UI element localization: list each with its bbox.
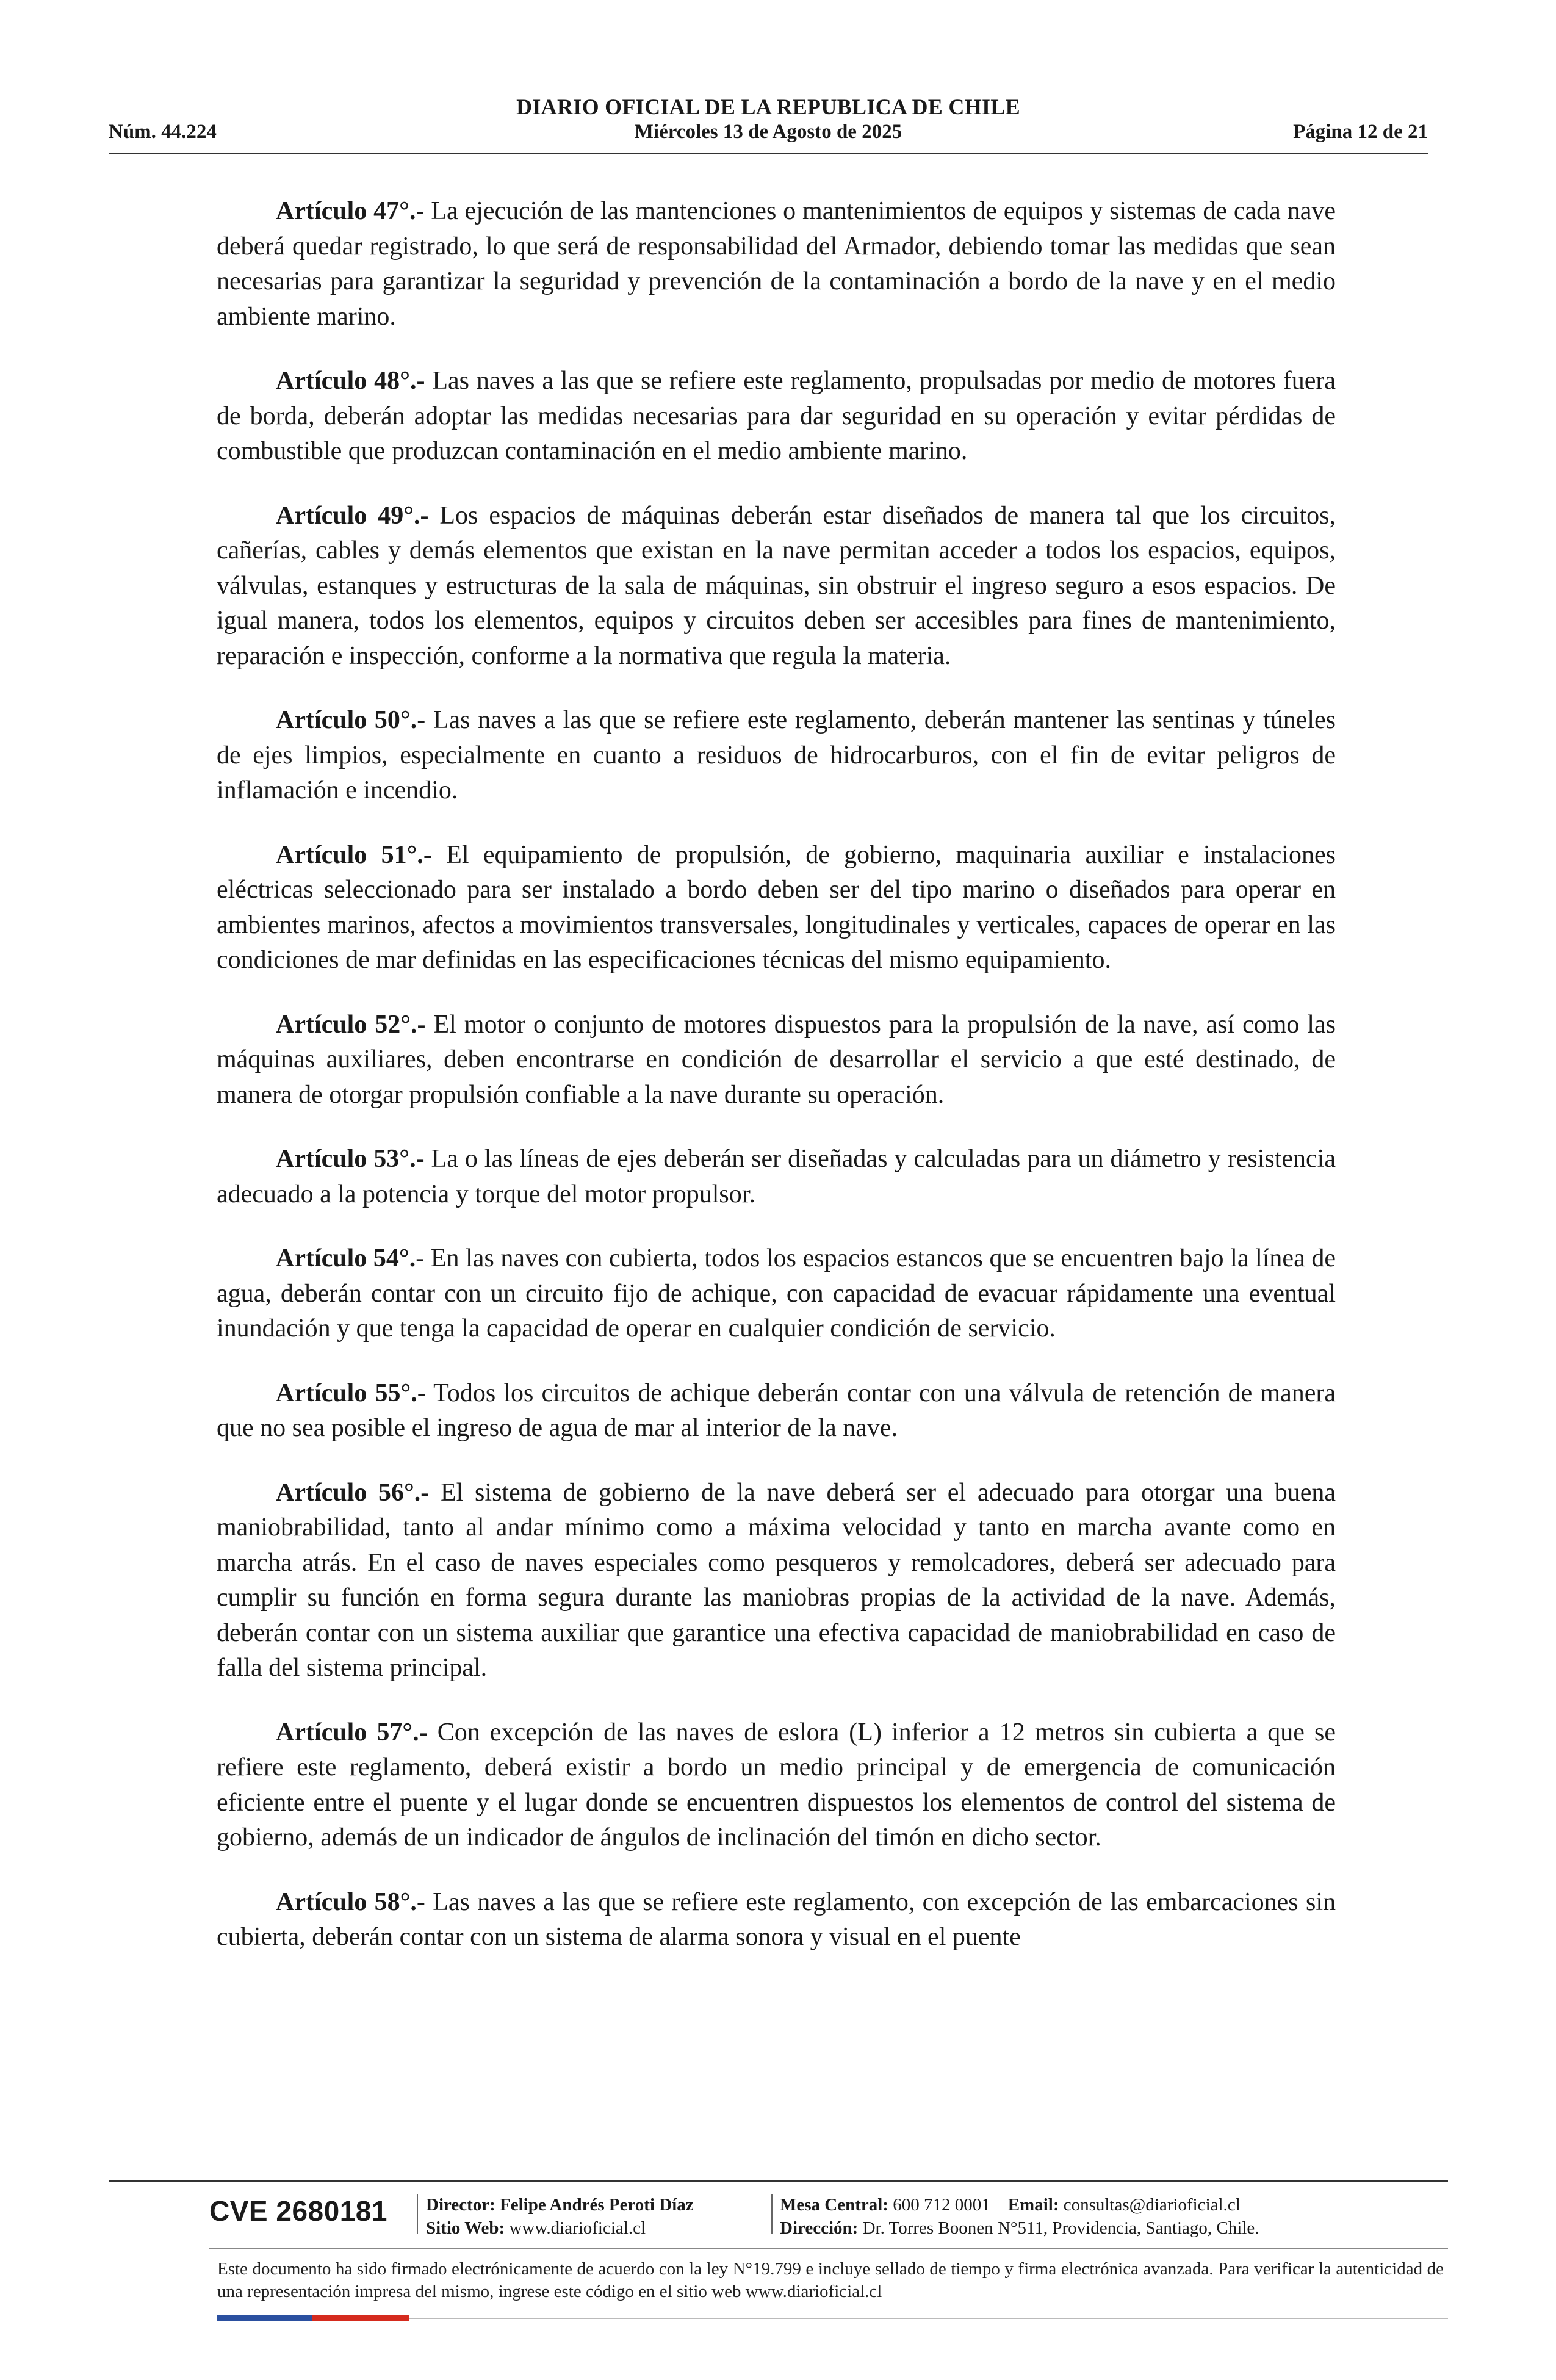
header-meta-row: [109, 121, 1428, 149]
article-49: [217, 499, 1336, 674]
article-text: Las naves a las que se refiere este reglamento, deberán mantener las sentinas y túneles de ejes limpios, especialmente en cuanto a residuos de hidrocarburos, con el fin de evitar peligros de inflamación e incendio.: [217, 706, 1336, 804]
article-label: Artículo 47°.-: [276, 197, 425, 225]
footer-divider: [771, 2194, 773, 2234]
article-label: Artículo 57°.-: [276, 1718, 428, 1747]
footer-director-block: [426, 2193, 694, 2240]
article-label: Artículo 56°.-: [276, 1478, 430, 1507]
document-body: [217, 194, 1336, 1985]
page-number: Página 12 de 21: [1293, 121, 1428, 143]
header-rule: [109, 153, 1428, 154]
article-58: [217, 1885, 1336, 1955]
signature-notice: Este documento ha sido firmado electrónicamente de acuerdo con la ley N°19.799 e incluye sellado de tiempo y firma electrónica avanzada. Para verificar la autenticidad de una representación impresa del mismo, ingrese este código en el sitio web www.diarioficial.cl: [217, 2259, 1444, 2301]
article-label: Artículo 50°.-: [276, 706, 426, 734]
article-text: La ejecución de las mantenciones o mantenimientos de equipos y sistemas de cada nave deberá quedar registrado, lo que será de responsabilidad del Armador, debiendo tomar las medidas que sean necesarias para garantizar la seguridad y prevención de la contaminación a bordo de la nave y en el medio ambiente marino.: [217, 197, 1336, 331]
page-footer: [109, 2180, 1448, 2363]
article-text: La o las líneas de ejes deberán ser diseñadas y calculadas para un diámetro y resistencia adecuado a la potencia y torque del motor propulsor.: [217, 1145, 1336, 1208]
article-53: [217, 1142, 1336, 1212]
article-text: El sistema de gobierno de la nave deberá ser el adecuado para otorgar una buena maniobrabilidad, tanto al andar mínimo como a máxima velocidad y tanto en marcha avante como en marcha atrás. En el caso de naves especiales como pesqueros y remolcadores, deberá ser adecuado para cumplir su función en forma segura durante las maniobras propias de la actividad de la nave. Además, deberán contar con un sistema auxiliar que garantice una efectiva capacidad de maniobrabilidad en caso de falla del sistema principal.: [217, 1478, 1336, 1682]
article-text: Todos los circuitos de achique deberán contar con una válvula de retención de manera que no sea posible el ingreso de agua de mar al interior de la nave.: [217, 1379, 1336, 1442]
email-label: Email:: [1007, 2195, 1059, 2215]
article-label: Artículo 49°.-: [276, 501, 429, 530]
article-54: [217, 1241, 1336, 1347]
article-label: Artículo 55°.-: [276, 1379, 426, 1407]
article-label: Artículo 52°.-: [276, 1010, 426, 1039]
article-50: [217, 703, 1336, 809]
cve-code: CVE 2680181: [209, 2195, 387, 2227]
article-text: Las naves a las que se refiere este reglamento, con excepción de las embarcaciones sin cubierta, deberán contar con un sistema de alarma sonora y visual en el puente: [217, 1888, 1336, 1951]
address-value: Dr. Torres Boonen N°511, Providencia, Santiago, Chile.: [862, 2218, 1259, 2238]
article-label: Artículo 53°.-: [276, 1145, 425, 1173]
mesa-label: Mesa Central:: [780, 2195, 888, 2215]
article-55: [217, 1376, 1336, 1446]
article-47: [217, 194, 1336, 334]
mesa-phone: 600 712 0001: [893, 2195, 990, 2215]
page-header: [109, 94, 1428, 155]
article-text: Las naves a las que se refiere este reglamento, propulsadas por medio de motores fuera de borda, deberán adoptar las medidas necesarias para dar seguridad en su operación y evitar pérdidas de combustible que produzcan contaminación en el medio ambiente marino.: [217, 367, 1336, 465]
article-label: Artículo 48°.-: [276, 367, 425, 395]
article-label: Artículo 58°.-: [276, 1888, 425, 1916]
flag-blue-segment: [217, 2315, 312, 2321]
article-56: [217, 1476, 1336, 1686]
footer-divider: [417, 2194, 418, 2234]
issue-number: Núm. 44.224: [109, 121, 217, 143]
article-text: Con excepción de las naves de eslora (L) inferior a 12 metros sin cubierta a que se refiere este reglamento, deberá existir a bordo un medio principal y de emergencia de comunicación eficiente entre el puente y el lugar donde se encuentren dispuestos los elementos de control del sistema de gobierno, además de un indicador de ángulos de inclinación del timón en dicho sector.: [217, 1718, 1336, 1852]
address-label: Dirección:: [780, 2218, 859, 2238]
footer-rule: [109, 2180, 1448, 2182]
publication-title: DIARIO OFICIAL DE LA REPUBLICA DE CHILE: [516, 95, 1020, 119]
article-text: El equipamiento de propulsión, de gobierno, maquinaria auxiliar e instalaciones eléctricas seleccionado para ser instalado a bordo deben ser del tipo marino o diseñados para operar en ambientes marinos, afectos a movimientos transversales, longitudinales y verticales, capaces de operar en las condiciones de mar definidas en las especificaciones técnicas del mismo equipamiento.: [217, 840, 1336, 974]
article-text: El motor o conjunto de motores dispuestos para la propulsión de la nave, así como las máquinas auxiliares, deben encontrarse en condición de desarrollar el servicio a que esté destinado, de manera de otorgar propulsión confiable a la nave durante su operación.: [217, 1010, 1336, 1109]
director-name: Felipe Andrés Peroti Díaz: [500, 2195, 694, 2215]
footer-contact-block: [780, 2193, 1259, 2240]
flag-red-segment: [312, 2315, 409, 2321]
flag-color-bar: [217, 2315, 409, 2321]
article-57: [217, 1715, 1336, 1856]
site-link[interactable]: www.diarioficial.cl: [509, 2218, 646, 2238]
issue-date: Miércoles 13 de Agosto de 2025: [634, 121, 902, 143]
article-52: [217, 1008, 1336, 1113]
article-text: En las naves con cubierta, todos los espacios estancos que se encuentren bajo la línea de agua, deberán contar con un circuito fijo de achique, con capacidad de evacuar rápidamente una eventual inundación y que tenga la capacidad de operar en cualquier condición de servicio.: [217, 1244, 1336, 1343]
site-label: Sitio Web:: [426, 2218, 505, 2238]
article-text: Los espacios de máquinas deberán estar diseñados de manera tal que los circuitos, cañerías, cables y demás elementos que existan en la nave permitan acceder a todos los espacios, equipos, válvulas, estanques y estructuras de la sala de máquinas, sin obstruir el ingreso seguro a esos espacios. De igual manera, todos los elementos, equipos y circuitos deben ser accesibles para fines de mantenimiento, reparación e inspección, conforme a la normativa que regula la materia.: [217, 501, 1336, 670]
footer-separator: [209, 2248, 1448, 2249]
article-51: [217, 838, 1336, 978]
article-label: Artículo 54°.-: [276, 1244, 425, 1272]
email-link[interactable]: consultas@diarioficial.cl: [1063, 2195, 1241, 2215]
director-label: Director:: [426, 2195, 495, 2215]
article-label: Artículo 51°.-: [276, 840, 432, 869]
article-48: [217, 364, 1336, 469]
